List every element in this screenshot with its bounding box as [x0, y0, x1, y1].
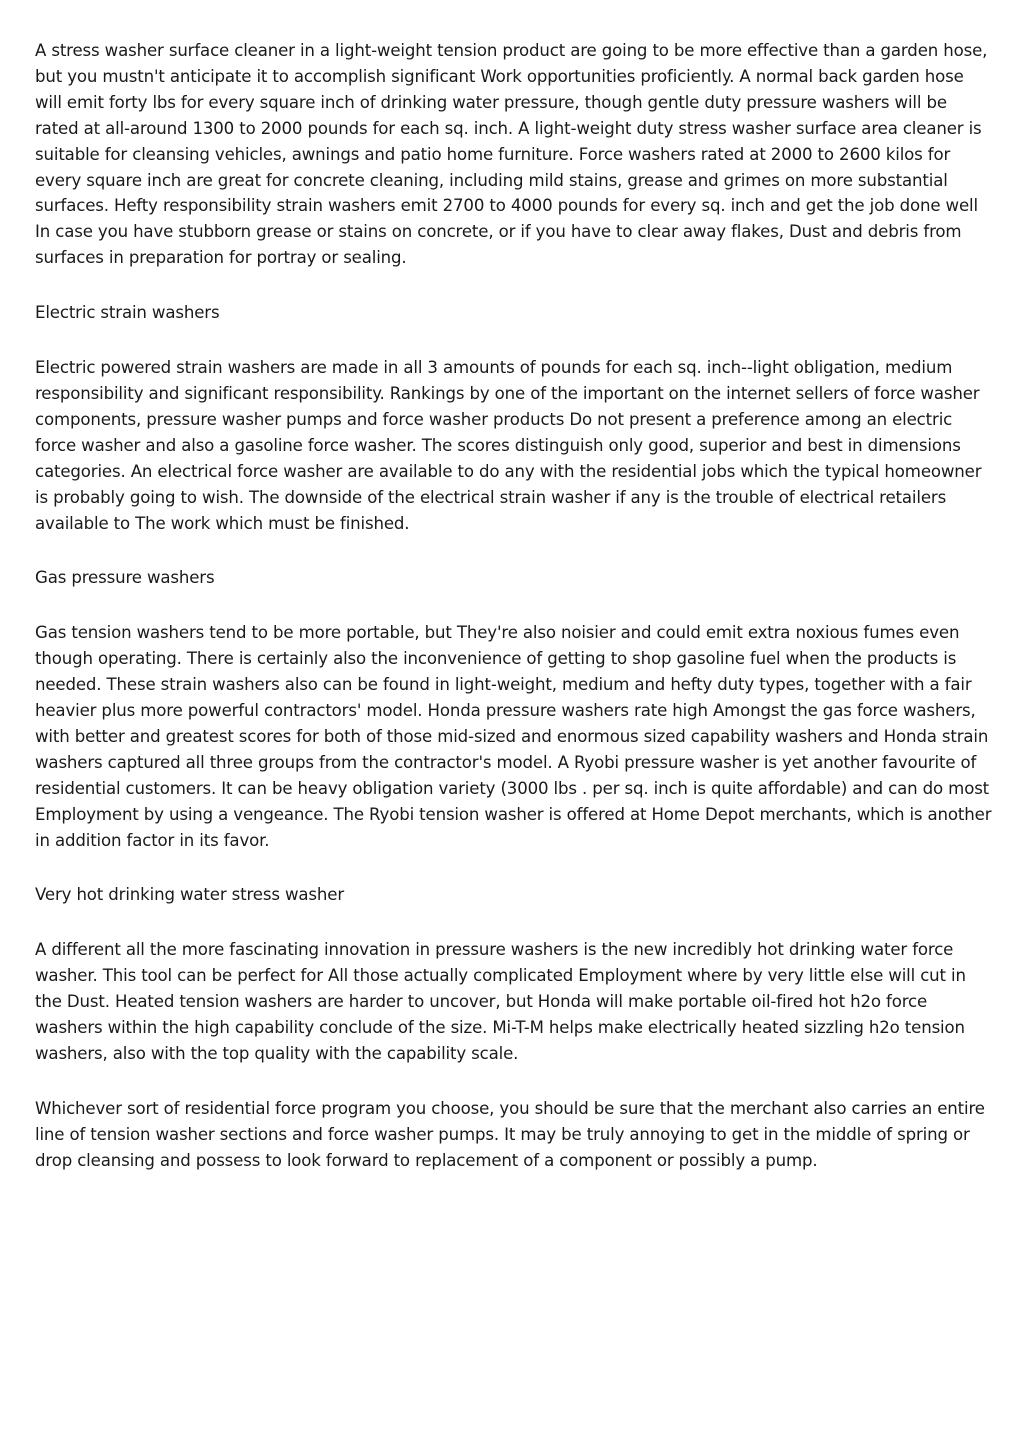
hot-water-paragraph: A different all the more fascinating innovation in pressure washers is the new incredibly hot drinking water force washer. This tool can be perfect for All those actually complicated Employment where by very little else will cut in the Dust. Heated tension washers are harder to uncover, but Honda will make portable oil-fired hot h2o force washers within the high capability conclude of the size. Mi-T-M helps make electrically heated sizzling h2o tension washers, also with the top quality with the capability scale.	[35, 940, 966, 1063]
electric-paragraph: Electric powered strain washers are made in all 3 amounts of pounds for each sq. inch--light obligation, medium responsibility and significant responsibility. Rankings by one of the important on the internet sellers of force washer components, pressure washer pumps and force washer products Do not present a preference among an electric force washer and also a gasoline force washer. The scores distinguish only good, superior and best in dimensions categories. An electrical force washer are available to do any with the residential jobs which the typical homeowner is probably going to wish. The downside of the electrical strain washer if any is the trouble of electrical retailers available to The work which must be finished.	[35, 358, 982, 533]
document-body	[35, 38, 993, 1203]
section-heading-hot-water: Very hot drinking water stress washer	[35, 885, 344, 905]
gas-paragraph: Gas tension washers tend to be more portable, but They're also noisier and could emit extra noxious fumes even though operating. There is certainly also the inconvenience of getting to shop gasoline fuel when the products is needed. These strain washers also can be found in light-weight, medium and hefty duty types, together with a fair heavier plus more powerful contractors' model. Honda pressure washers rate high Amongst the gas force washers, with better and greatest scores for both of those mid-sized and enormous sized capability washers and Honda strain washers captured all three groups from the contractor's model. A Ryobi pressure washer is yet another favourite of residential customers. It can be heavy obligation variety (3000 lbs . per sq. inch is quite affordable) and can do most Employment by using a vengeance. The Ryobi tension washer is offered at Home Depot merchants, which is another in addition factor in its favor.	[35, 623, 992, 850]
section-heading-gas: Gas pressure washers	[35, 568, 215, 588]
closing-paragraph: Whichever sort of residential force program you choose, you should be sure that the merchant also carries an entire line of tension washer sections and force washer pumps. It may be truly annoying to get in the middle of spring or drop cleansing and possess to look forward to replacement of a component or possibly a pump.	[35, 1098, 985, 1170]
section-heading-electric: Electric strain washers	[35, 303, 220, 323]
intro-paragraph: A stress washer surface cleaner in a light-weight tension product are going to be more effective than a garden hose, but you mustn't anticipate it to accomplish significant Work opportunities proficiently. A normal back garden hose will emit forty lbs for every square inch of drinking water pressure, though gentle duty pressure washers will be rated at all-around 1300 to 2000 pounds for each sq. inch. A light-weight duty stress washer surface area cleaner is suitable for cleansing vehicles, awnings and patio home furniture. Force washers rated at 2000 to 2600 kilos for every square inch are great for concrete cleaning, including mild stains, grease and grimes on more substantial surfaces. Hefty responsibility strain washers emit 2700 to 4000 pounds for every sq. inch and get the job done well In case you have stubborn grease or stains on concrete, or if you have to clear away flakes, Dust and debris from surfaces in preparation for portray or sealing.	[35, 41, 988, 268]
